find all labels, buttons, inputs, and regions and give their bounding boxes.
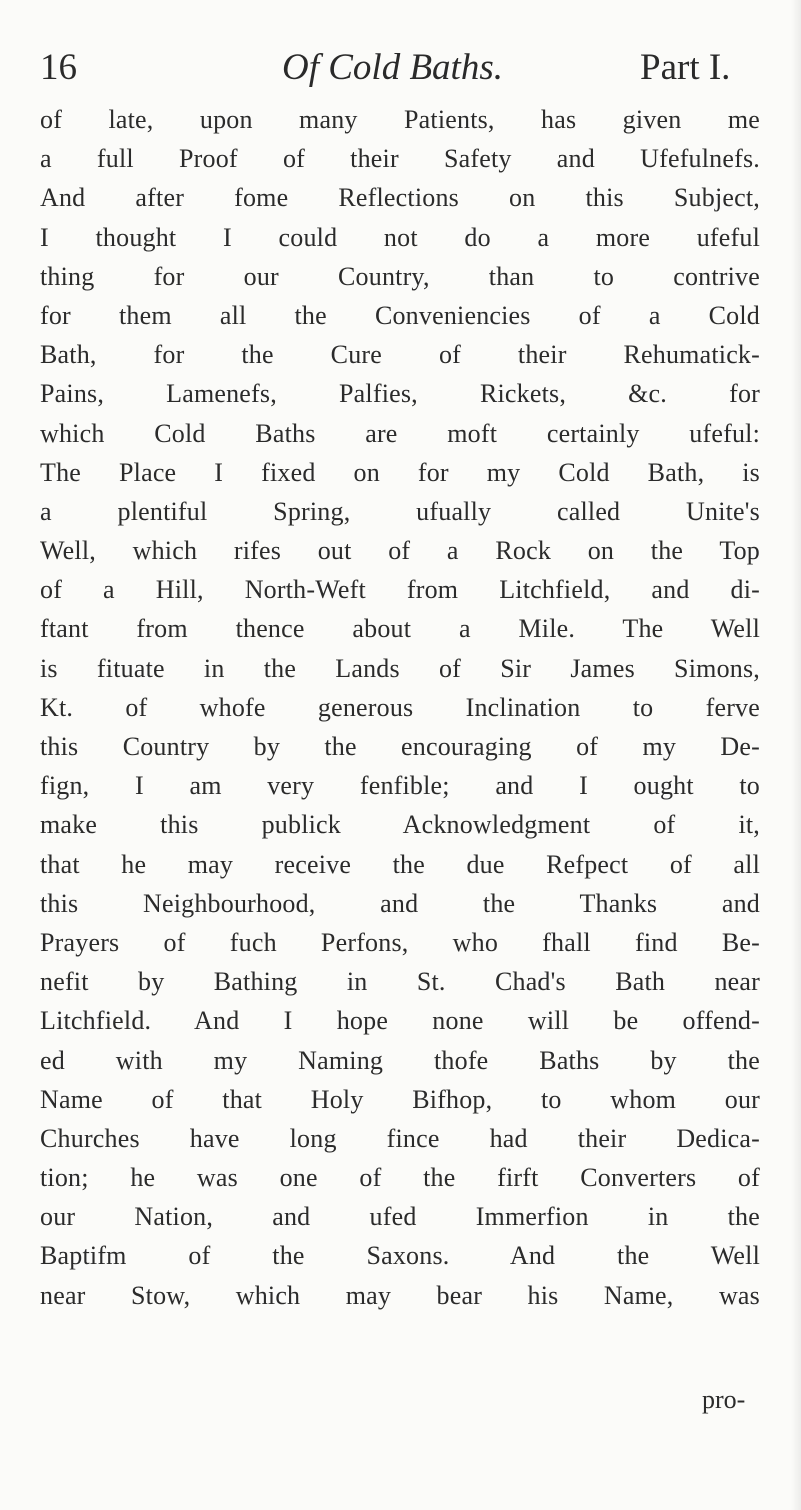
text-line: a full Proof of their Safety and Ufefulnefs. [40,144,760,174]
text-line: Prayers of fuch Perfons, who fhall find Be- [40,927,760,957]
text-line: a plentiful Spring, ufually called Unite's [40,496,760,526]
text-line: Baptifm of the Saxons. And the Well [40,1241,760,1271]
text-line: which Cold Baths are moft certainly ufeful: [40,418,760,448]
text-line: Pains, Lamenefs, Palfies, Rickets, &c. for [40,379,760,409]
body-text [40,100,760,1315]
text-line: thing for our Country, than to contrive [40,261,760,291]
text-line: make this publick Acknowledgment of it, [40,810,760,840]
page-header [40,40,760,100]
text-line: Name of that Holy Bifhop, to whom our [40,1084,760,1114]
text-line: near Stow, which may bear his Name, was [40,1280,760,1310]
text-line: Litchfield. And I hope none will be offend- [40,1006,760,1036]
text-line: Churches have long fince had their Dedica- [40,1123,760,1153]
catchword: pro- [702,1385,746,1414]
text-line: ed with my Naming thofe Baths by the [40,1045,760,1075]
text-line: And after fome Reflections on this Subject, [40,183,760,213]
text-line: nefit by Bathing in St. Chad's Bath near [40,967,760,997]
text-line: fign, I am very fenfible; and I ought to [40,771,760,801]
text-line: The Place I fixed on for my Cold Bath, is [40,457,760,487]
running-title: Of Cold Baths. [282,47,503,88]
text-line: this Neighbourhood, and the Thanks and [40,888,760,918]
text-line: that he may receive the due Refpect of all [40,849,760,879]
text-line: tion; he was one of the firft Converters of [40,1163,760,1193]
text-line: Kt. of whofe generous Inclination to ferve [40,692,760,722]
text-line: Bath, for the Cure of their Rehumatick- [40,340,760,370]
text-line: ftant from thence about a Mile. The Well [40,614,760,644]
text-line: this Country by the encouraging of my De- [40,732,760,761]
page-edge-shadow [791,0,801,1510]
text-line: I thought I could not do a more ufeful [40,222,760,252]
text-line: Well, which rifes out of a Rock on the Top [40,536,760,566]
text-line: for them all the Conveniencies of a Cold [40,300,760,330]
page-number: 16 [40,47,77,88]
text-line: our Nation, and ufed Immerfion in the [40,1202,760,1232]
part-label: Part I. [640,47,731,88]
text-line: of a Hill, North-Weft from Litchfield, and di- [40,575,760,605]
text-line: of late, upon many Patients, has given me [40,105,760,134]
text-line: is fituate in the Lands of Sir James Simons, [40,653,760,683]
